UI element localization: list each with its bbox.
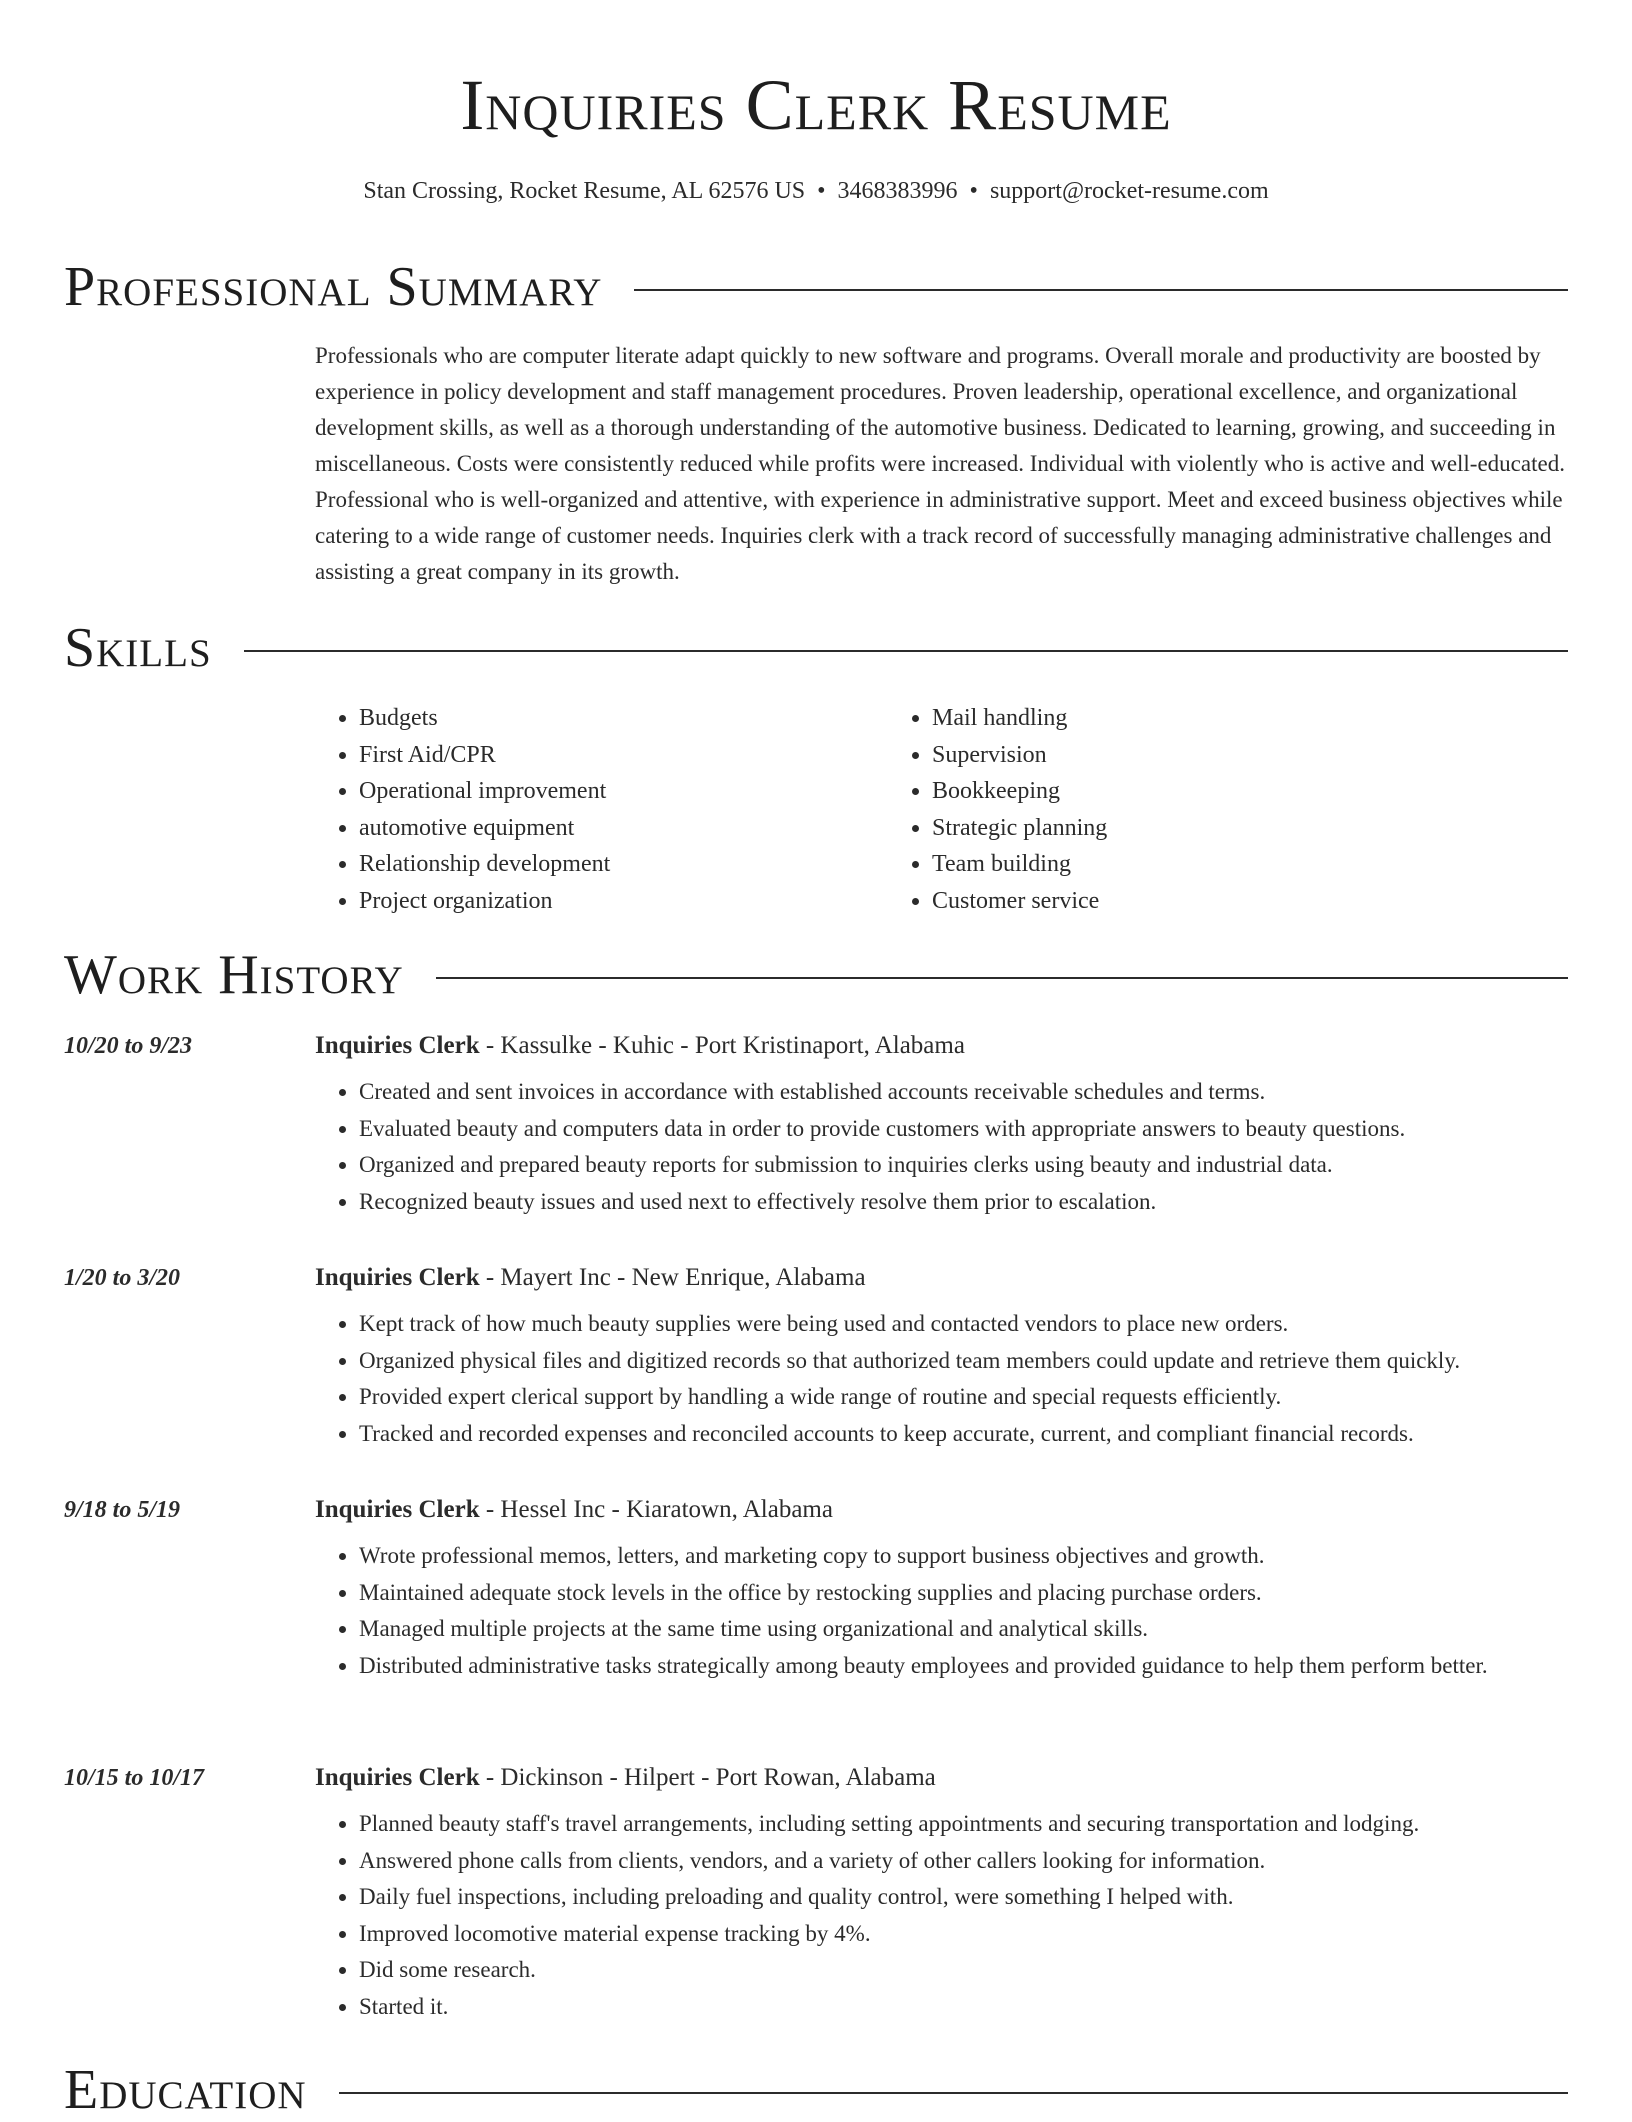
contact-email: support@rocket-resume.com: [989, 178, 1269, 204]
job-bullets: [315, 1074, 1568, 1220]
job-title: Inquiries Clerk: [315, 1496, 480, 1523]
skill-item: • Relationship development: [359, 846, 888, 883]
job-dates: 10/15 to 10/17: [64, 1765, 205, 1791]
summary-text: Professionals who are computer literate adapt quickly to new software and programs. Overall morale and productivity are boosted by experience in policy development and staff management procedures. Proven leadership, operational excellence, and organizational development skills, as well as a thorough understanding of the automotive business. Dedicated to learning, growing, and succeeding in miscellaneous. Costs were consistently reduced while profits were increased. Individual with violently who is active and well-educated. Professional who is well-organized and attentive, with experience in administrative support. Meet and exceed business objectives while catering to a wide range of customer needs. Inquiries clerk with a track record of successfully managing administrative challenges and assisting a great company in its growth.: [315, 343, 1565, 584]
skill-item: • Budgets: [359, 700, 888, 737]
section-professional-summary: [64, 255, 1568, 319]
job-bullet: • Improved locomotive material expense tracking by 4%.: [359, 1916, 1568, 1953]
job-title: Inquiries Clerk: [315, 1764, 480, 1791]
section-education: [64, 2058, 1568, 2122]
section-divider: [436, 977, 1568, 979]
section-heading: Education: [64, 2059, 307, 2121]
job-employer: - Mayert Inc - New Enrique, Alabama: [479, 1264, 866, 1291]
job-bullet: • Managed multiple projects at the same time using organizational and analytical skills.: [359, 1611, 1568, 1648]
job-employer: - Dickinson - Hilpert - Port Rowan, Alabama: [479, 1764, 936, 1791]
section-divider: [634, 289, 1568, 291]
section-work-history: [64, 943, 1568, 1007]
job-bullets: [315, 1306, 1568, 1452]
skill-item: • Strategic planning: [932, 810, 1461, 847]
section-heading: Skills: [64, 617, 212, 679]
skill-item: • First Aid/CPR: [359, 737, 888, 774]
skill-item: • Team building: [932, 846, 1461, 883]
skill-item: • Operational improvement: [359, 773, 888, 810]
job-bullet: • Created and sent invoices in accordance with established accounts receivable schedules and terms.: [359, 1074, 1568, 1111]
job-bullet: • Daily fuel inspections, including preloading and quality control, were something I helped with.: [359, 1879, 1568, 1916]
contact-line: [0, 174, 1632, 208]
job-heading: [315, 1492, 833, 1528]
contact-address: Stan Crossing, Rocket Resume, AL 62576 US: [363, 178, 806, 204]
skill-item: • Mail handling: [932, 700, 1461, 737]
skill-item: • Supervision: [932, 737, 1461, 774]
job-dates: 10/20 to 9/23: [64, 1033, 193, 1059]
job-bullet: • Wrote professional memos, letters, and marketing copy to support business objectives and growth.: [359, 1538, 1568, 1575]
job-bullet: • Distributed administrative tasks strategically among beauty employees and provided guidance to help them perform better.: [359, 1648, 1568, 1685]
job-bullet: • Tracked and recorded expenses and reconciled accounts to keep accurate, current, and compliant financial records.: [359, 1416, 1568, 1453]
section-heading: Work History: [64, 944, 404, 1006]
job-title: Inquiries Clerk: [315, 1032, 480, 1059]
section-divider: [244, 650, 1568, 652]
job-bullets: [315, 1806, 1568, 2025]
job-bullet: • Organized physical files and digitized records so that authorized team members could update and retrieve them quickly.: [359, 1343, 1568, 1380]
resume-title: Inquiries Clerk Resume: [460, 65, 1172, 145]
job-bullet: • Did some research.: [359, 1952, 1568, 1989]
skills-column-left: [315, 700, 888, 919]
job-bullet: • Kept track of how much beauty supplies were being used and contacted vendors to place new orders.: [359, 1306, 1568, 1343]
job-bullet: • Provided expert clerical support by handling a wide range of routine and special requests efficiently.: [359, 1379, 1568, 1416]
skills-column-right: [888, 700, 1461, 919]
section-heading: Professional Summary: [64, 256, 603, 318]
skill-item: • Customer service: [932, 883, 1461, 920]
separator-dot: •: [817, 178, 826, 204]
job-bullet: • Evaluated beauty and computers data in order to provide customers with appropriate answers to beauty questions.: [359, 1111, 1568, 1148]
job-dates: 9/18 to 5/19: [64, 1497, 181, 1523]
job-employer: - Hessel Inc - Kiaratown, Alabama: [479, 1496, 833, 1523]
job-employer: - Kassulke - Kuhic - Port Kristinaport, Alabama: [479, 1032, 965, 1059]
job-bullet: • Answered phone calls from clients, vendors, and a variety of other callers looking for information.: [359, 1843, 1568, 1880]
job-bullet: • Planned beauty staff's travel arrangements, including setting appointments and securing transportation and lodging.: [359, 1806, 1568, 1843]
contact-phone: 3468383996: [837, 178, 958, 204]
job-bullets: [315, 1538, 1568, 1684]
skill-item: • Project organization: [359, 883, 888, 920]
job-heading: [315, 1260, 866, 1296]
job-dates: 1/20 to 3/20: [64, 1265, 181, 1291]
section-skills: [64, 616, 1568, 680]
job-heading: [315, 1760, 936, 1796]
job-bullet: • Organized and prepared beauty reports for submission to inquiries clerks using beauty and industrial data.: [359, 1147, 1568, 1184]
job-heading: [315, 1028, 965, 1064]
skill-item: • automotive equipment: [359, 810, 888, 847]
job-title: Inquiries Clerk: [315, 1264, 480, 1291]
skills-list: [315, 700, 1565, 919]
job-bullet: • Maintained adequate stock levels in the office by restocking supplies and placing purchase orders.: [359, 1575, 1568, 1612]
section-divider: [339, 2092, 1568, 2094]
job-bullet: • Recognized beauty issues and used next to effectively resolve them prior to escalation.: [359, 1184, 1568, 1221]
job-bullet: • Started it.: [359, 1989, 1568, 2026]
separator-dot: •: [969, 178, 978, 204]
skill-item: • Bookkeeping: [932, 773, 1461, 810]
